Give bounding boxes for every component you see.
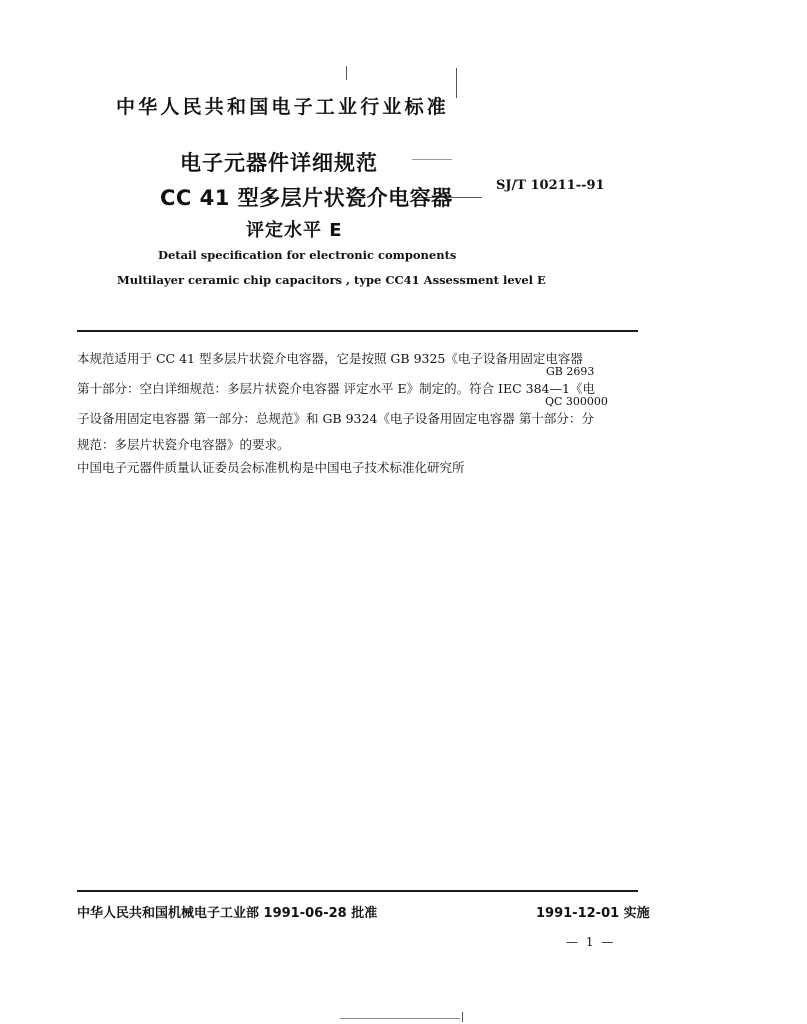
top-divider bbox=[77, 330, 638, 332]
scan-artifact-line bbox=[346, 66, 347, 80]
page-number: — 1 — bbox=[566, 935, 616, 949]
english-title-line-2: Multilayer ceramic chip capacitors , type CC41 Assessment level E bbox=[117, 273, 546, 287]
scan-artifact-line bbox=[462, 1012, 463, 1022]
standard-code: SJ/T 10211--91 bbox=[496, 178, 605, 193]
scan-artifact-line bbox=[456, 68, 457, 98]
bottom-divider bbox=[77, 890, 638, 892]
english-title-line-1: Detail specification for electronic components bbox=[158, 248, 457, 262]
body-paragraph-line: 本规范适用于 CC 41 型多层片状瓷介电容器，它是按照 GB 9325《电子设备用固定电容器 bbox=[77, 351, 583, 366]
industry-standard-heading: 中华人民共和国电子工业行业标准 bbox=[116, 96, 450, 118]
scan-artifact-line bbox=[340, 1018, 460, 1019]
superscript-note-qc: QC 300000 bbox=[545, 395, 608, 408]
superscript-note-gb2693: GB 2693 bbox=[546, 365, 595, 378]
title-line-2: CC 41 型多层片状瓷介电容器 bbox=[160, 186, 453, 210]
body-paragraph-line: 第十部分：空白详细规范：多层片状瓷介电容器 评定水平 E》制定的。符合 IEC 384—1《电 bbox=[77, 381, 595, 396]
body-paragraph-line: 子设备用固定电容器 第一部分：总规范》和 GB 9324《电子设备用固定电容器 第十部分：分 bbox=[77, 411, 594, 426]
scan-artifact-line bbox=[412, 159, 452, 160]
title-line-3: 评定水平 E bbox=[246, 220, 343, 241]
body-paragraph-line: 中国电子元器件质量认证委员会标准机构是中国电子技术标准化研究所 bbox=[77, 460, 465, 475]
title-line-1: 电子元器件详细规范 bbox=[180, 151, 378, 175]
approval-statement: 中华人民共和国机械电子工业部 1991-06-28 批准 bbox=[77, 906, 378, 921]
effective-date: 1991-12-01 实施 bbox=[536, 906, 650, 921]
body-paragraph-line: 规范：多层片状瓷介电容器》的要求。 bbox=[77, 437, 290, 452]
